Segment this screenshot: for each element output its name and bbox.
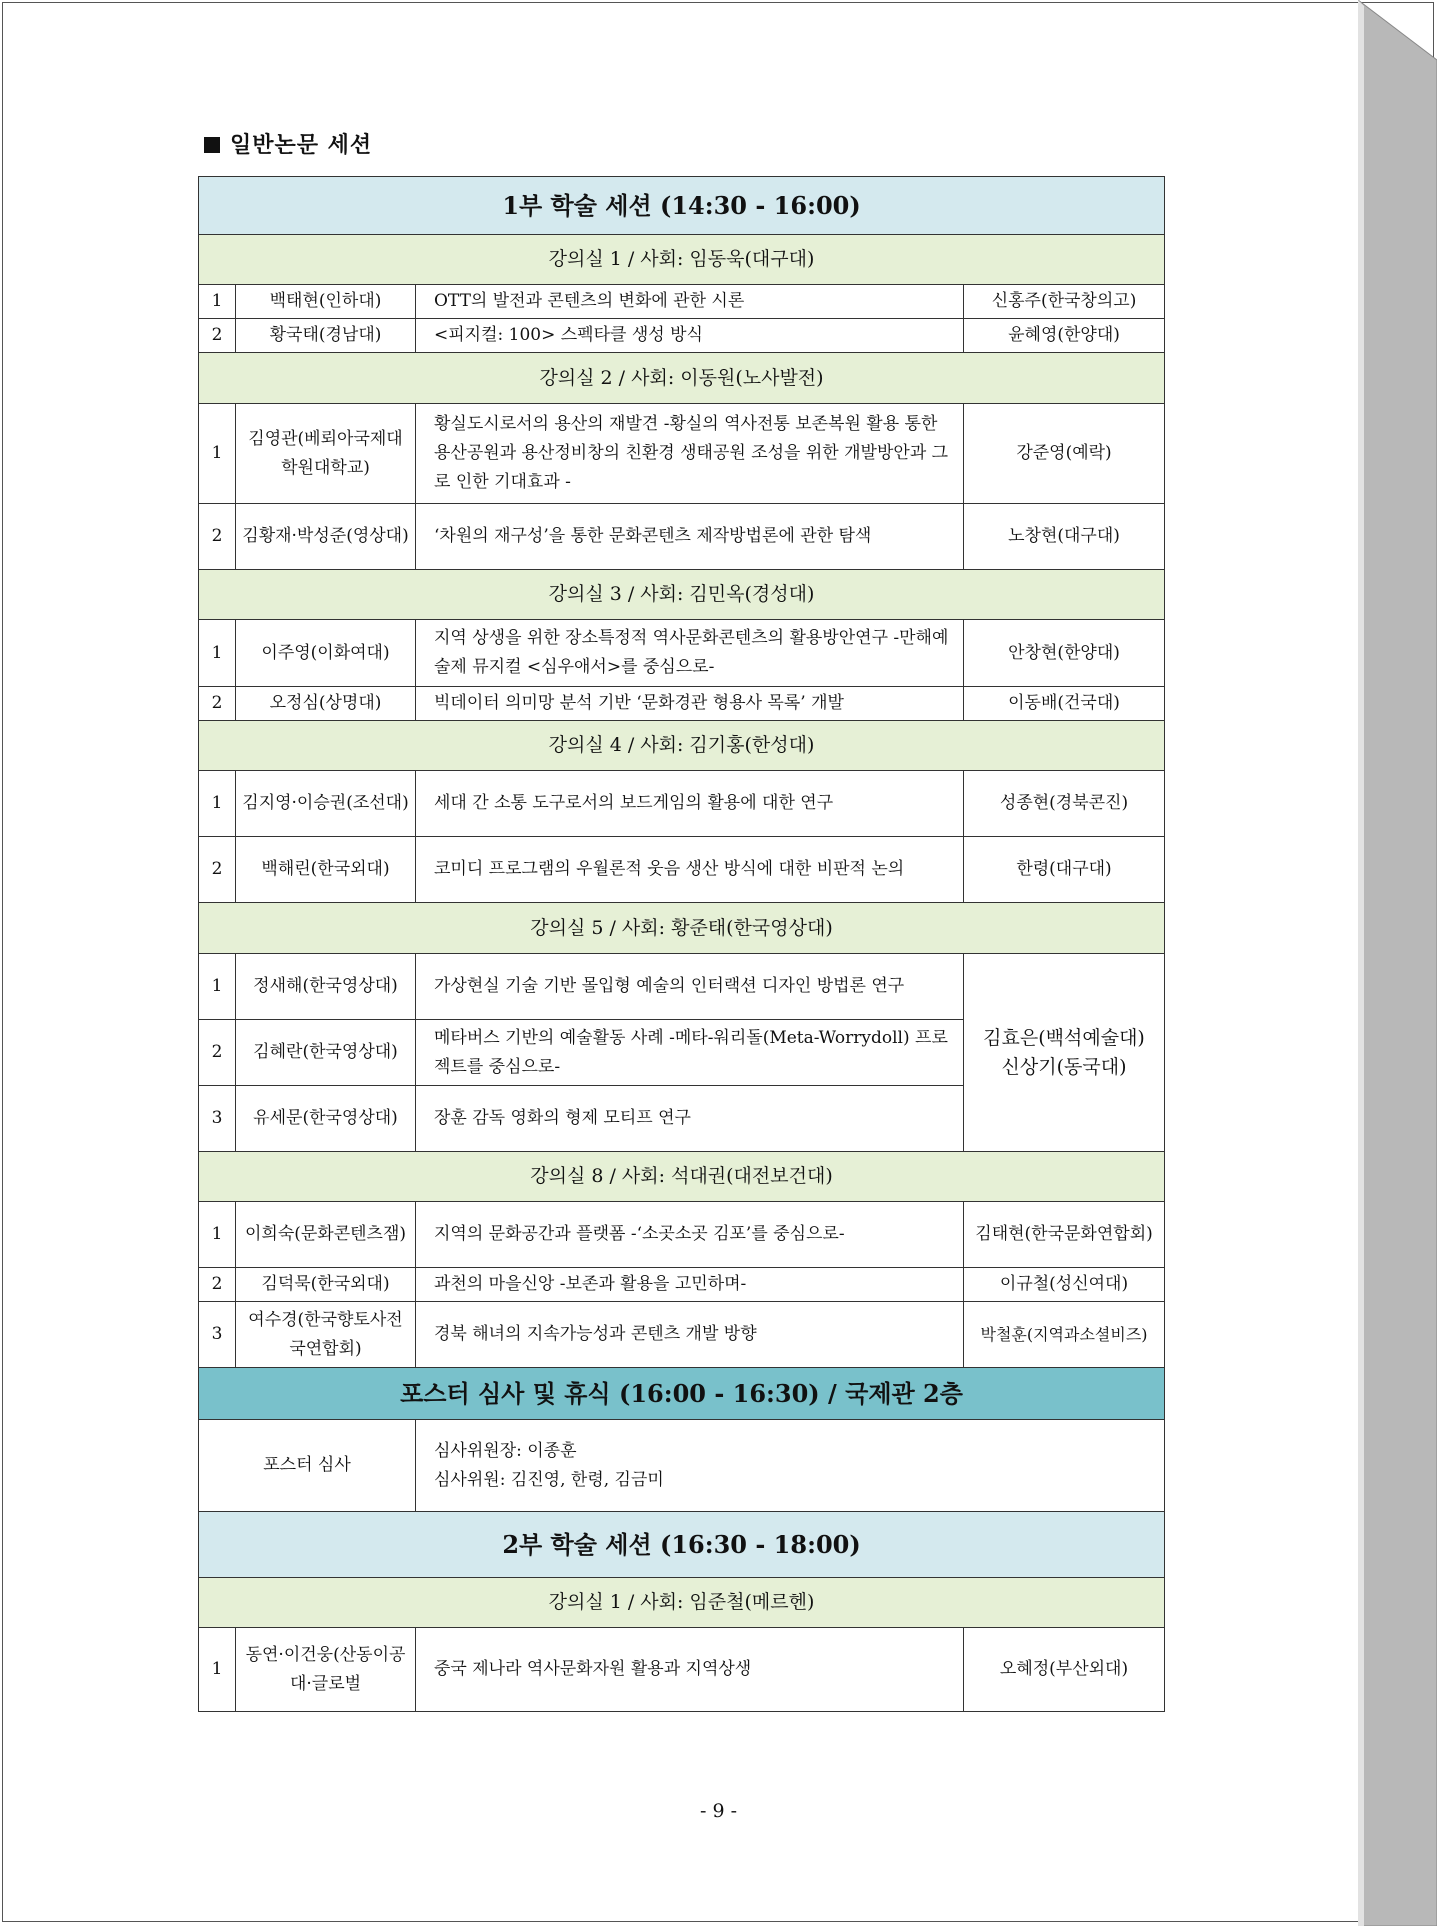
session-header (199, 1512, 1165, 1578)
presenter: 김영관(베뢰아국제대학원대학교) (236, 404, 416, 504)
paper-title: 경북 해녀의 지속가능성과 콘텐츠 개발 방향 (416, 1302, 964, 1368)
room4-header: 강의실 4 / 사회: 김기홍(한성대) (199, 721, 1165, 771)
discussant: 이동배(건국대) (964, 687, 1165, 721)
discussant: 이규철(성신여대) (964, 1268, 1165, 1302)
discussant: 강준영(예락) (964, 404, 1165, 504)
poster-label: 포스터 심사 (199, 1420, 416, 1512)
room-header (199, 1152, 1165, 1202)
row-number: 1 (199, 620, 236, 687)
schedule-table (198, 176, 1165, 1712)
paper-title: 빅데이터 의미망 분석 기반 ‘문화경관 형용사 목록’ 개발 (416, 687, 964, 721)
discussant: 김태현(한국문화연합회) (964, 1202, 1165, 1268)
paper-title: 메타버스 기반의 예술활동 사례 -메타-워리돌(Meta-Worrydoll) 프로젝트를 중심으로- (416, 1020, 964, 1086)
row-number: 1 (199, 1202, 236, 1268)
presenter: 황국태(경남대) (236, 319, 416, 353)
presenter: 김황재·박성준(영상대) (236, 504, 416, 570)
table-row (199, 837, 1165, 903)
row-number: 1 (199, 771, 236, 837)
paper-title: 과천의 마을신앙 -보존과 활용을 고민하며- (416, 1268, 964, 1302)
presenter: 유세문(한국영상대) (236, 1086, 416, 1152)
page-curl-decoration (1358, 0, 1437, 1926)
row-number: 2 (199, 504, 236, 570)
presenter: 오정심(상명대) (236, 687, 416, 721)
room-header (199, 353, 1165, 404)
paper-title: OTT의 발전과 콘텐츠의 변화에 관한 시론 (416, 285, 964, 319)
table-row (199, 285, 1165, 319)
room3-header: 강의실 3 / 사회: 김민옥(경성대) (199, 570, 1165, 620)
discussant: 신상기(동국대) (1001, 1055, 1127, 1078)
session1-title: 1부 학술 세션 (14:30 - 16:00) (199, 177, 1165, 235)
room-header (199, 235, 1165, 285)
table-row (199, 504, 1165, 570)
presenter: 이희숙(문화콘텐츠잼) (236, 1202, 416, 1268)
discussant: 성종현(경북콘진) (964, 771, 1165, 837)
row-number: 2 (199, 1268, 236, 1302)
paper-title: 가상현실 기술 기반 몰입형 예술의 인터랙션 디자인 방법론 연구 (416, 954, 964, 1020)
section-title: 일반논문 세션 (230, 132, 373, 158)
discussant: 노창현(대구대) (964, 504, 1165, 570)
discussant: 오혜정(부산외대) (964, 1628, 1165, 1712)
paper-title: 중국 제나라 역사문화자원 활용과 지역상생 (416, 1628, 964, 1712)
session2-room1-header: 강의실 1 / 사회: 임준철(메르헨) (199, 1578, 1165, 1628)
table-row (199, 620, 1165, 687)
room-header (199, 1578, 1165, 1628)
table-row (199, 771, 1165, 837)
table-row (199, 1202, 1165, 1268)
room5-header: 강의실 5 / 사회: 황준태(한국영상대) (199, 903, 1165, 954)
table-row (199, 1628, 1165, 1712)
row-number: 2 (199, 837, 236, 903)
discussant: 박철훈(지역과소셜비즈) (964, 1302, 1165, 1368)
paper-title: <피지컬: 100> 스펙타클 생성 방식 (416, 319, 964, 353)
page-number: - 9 - (699, 1800, 737, 1822)
room-header (199, 903, 1165, 954)
discussant: 윤혜영(한양대) (964, 319, 1165, 353)
presenter: 백해린(한국외대) (236, 837, 416, 903)
poster-detail-row (199, 1420, 1165, 1512)
room2-header: 강의실 2 / 사회: 이동원(노사발전) (199, 353, 1165, 404)
paper-title: 지역 상생을 위한 장소특정적 역사문화콘텐츠의 활용방안연구 -만해예술제 뮤지컬 <심우애서>를 중심으로- (416, 620, 964, 687)
table-row (199, 954, 1165, 1020)
presenter: 동연·이건웅(산동이공대·글로벌 (236, 1628, 416, 1712)
presenter: 백태현(인하대) (236, 285, 416, 319)
poster-chair: 심사위원장: 이종훈 (434, 1440, 577, 1461)
row-number: 2 (199, 687, 236, 721)
section-heading (204, 128, 372, 159)
paper-title: 장훈 감독 영화의 형제 모티프 연구 (416, 1086, 964, 1152)
discussant: 한령(대구대) (964, 837, 1165, 903)
row-number: 1 (199, 404, 236, 504)
presenter: 김혜란(한국영상대) (236, 1020, 416, 1086)
row-number: 2 (199, 1020, 236, 1086)
table-row (199, 404, 1165, 504)
paper-title: 지역의 문화공간과 플랫폼 -‘소곳소곳 김포’를 중심으로- (416, 1202, 964, 1268)
session2-title: 2부 학술 세션 (16:30 - 18:00) (199, 1512, 1165, 1578)
table-row (199, 319, 1165, 353)
table-row (199, 1268, 1165, 1302)
room-header (199, 570, 1165, 620)
discussant: 김효은(백석예술대) (983, 1026, 1145, 1049)
table-row (199, 1302, 1165, 1368)
row-number: 1 (199, 954, 236, 1020)
paper-title: 황실도시로서의 용산의 재발견 -황실의 역사전통 보존복원 활용 통한 용산공원과 용산정비창의 친환경 생태공원 조성을 위한 개발방안과 그로 인한 기대효과 - (416, 404, 964, 504)
paper-title: 세대 간 소통 도구로서의 보드게임의 활용에 대한 연구 (416, 771, 964, 837)
discussant: 신홍주(한국창의고) (964, 285, 1165, 319)
poster-title: 포스터 심사 및 휴식 (16:00 - 16:30) / 국제관 2층 (199, 1368, 1165, 1420)
shared-discussants (964, 954, 1165, 1152)
table-row (199, 687, 1165, 721)
poster-header (199, 1368, 1165, 1420)
row-number: 2 (199, 319, 236, 353)
discussant: 안창현(한양대) (964, 620, 1165, 687)
presenter: 이주영(이화여대) (236, 620, 416, 687)
presenter: 정새해(한국영상대) (236, 954, 416, 1020)
paper-title: ‘차원의 재구성’을 통한 문화콘텐츠 제작방법론에 관한 탐색 (416, 504, 964, 570)
presenter: 여수경(한국향토사전국연합회) (236, 1302, 416, 1368)
row-number: 1 (199, 1628, 236, 1712)
row-number: 3 (199, 1086, 236, 1152)
room1-header: 강의실 1 / 사회: 임동욱(대구대) (199, 235, 1165, 285)
poster-judges (416, 1420, 1165, 1512)
presenter: 김지영·이승권(조선대) (236, 771, 416, 837)
session-header (199, 177, 1165, 235)
square-bullet-icon (204, 137, 220, 153)
row-number: 3 (199, 1302, 236, 1368)
room8-header: 강의실 8 / 사회: 석대권(대전보건대) (199, 1152, 1165, 1202)
row-number: 1 (199, 285, 236, 319)
paper-title: 코미디 프로그램의 우월론적 웃음 생산 방식에 대한 비판적 논의 (416, 837, 964, 903)
room-header (199, 721, 1165, 771)
poster-members: 심사위원: 김진영, 한령, 김금미 (434, 1469, 664, 1490)
presenter: 김덕묵(한국외대) (236, 1268, 416, 1302)
